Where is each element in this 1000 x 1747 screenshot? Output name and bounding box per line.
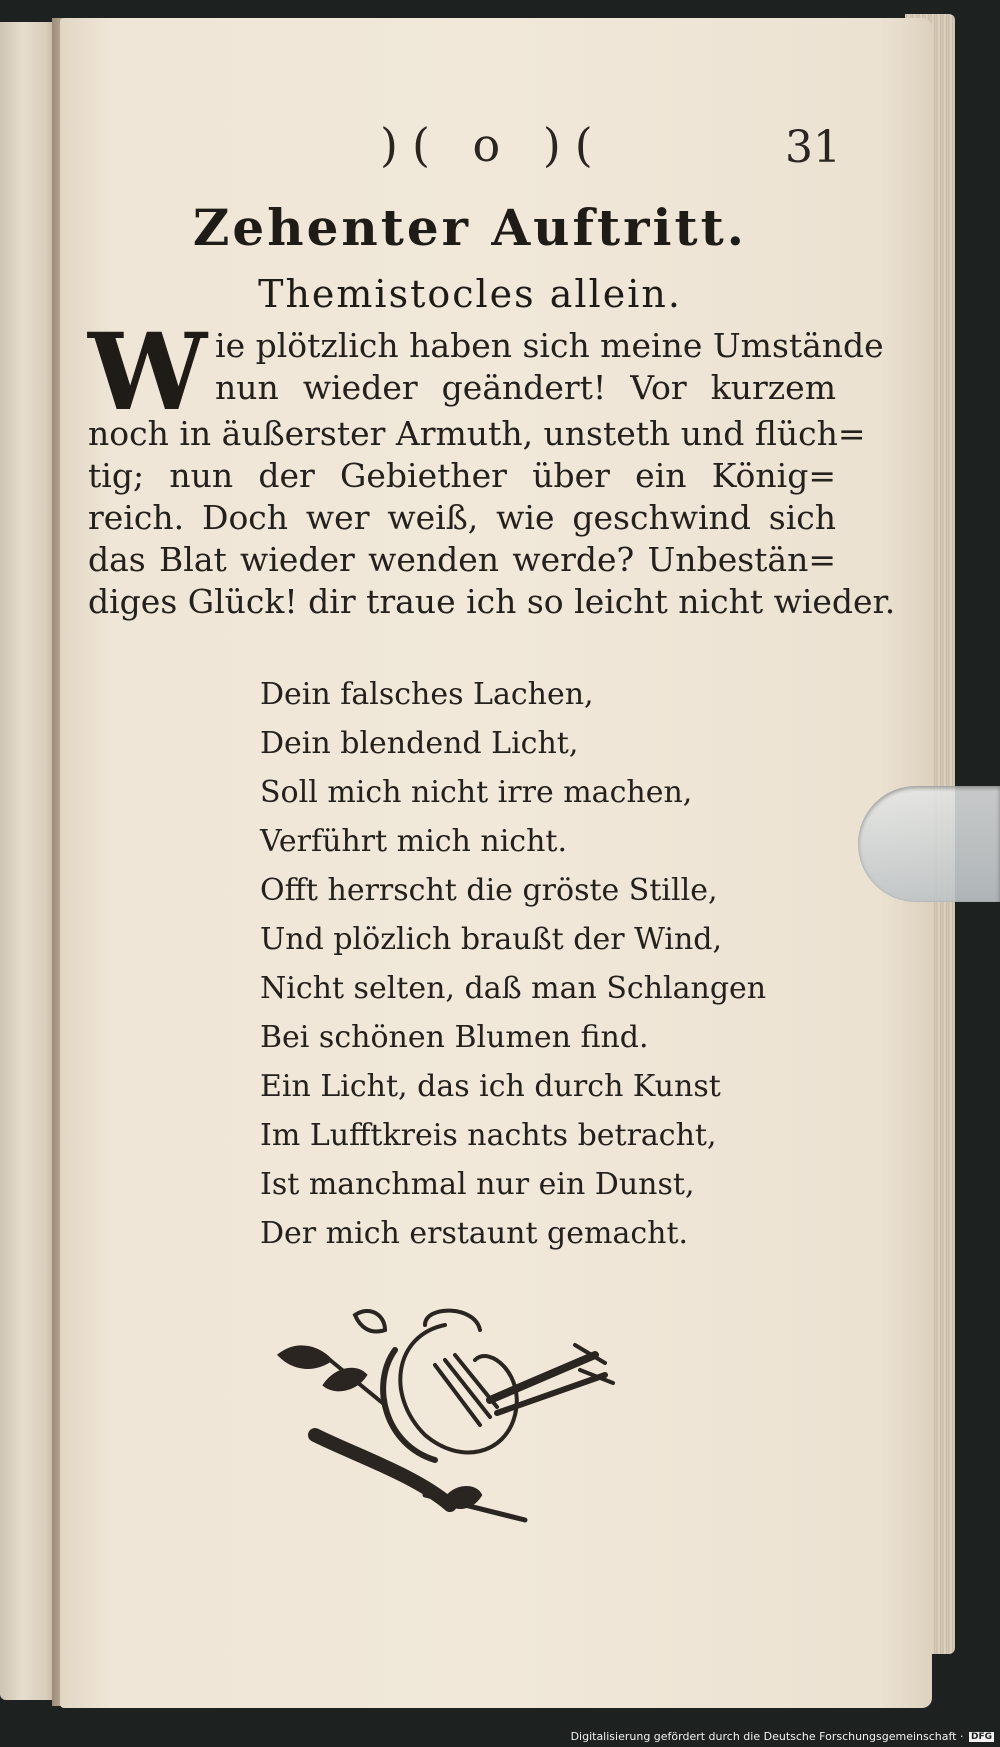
verse-line: Offt herrscht die gröste Stille, [260,873,718,908]
verse-line: Dein falsches Lachen, [260,677,594,712]
footer-text: Digitalisierung gefördert durch die Deutsche Forschungsgemeinschaft · [570,1730,964,1743]
prose-line: ie plötzlich haben sich meine Umstände [215,326,884,365]
verse-line: Im Lufftkreis nachts betracht, [260,1118,717,1153]
scene-subtitle: Themistocles allein. [258,272,682,316]
verse-line: Bei schönen Blumen find. [260,1020,649,1055]
dfg-logo-icon: DFG [970,1732,992,1742]
prose-line: reich. Doch wer weiß, wie geschwind sich [88,498,836,537]
prose-line: nun wieder geändert! Vor kurzem [215,368,836,407]
verse-block [260,670,820,1258]
prose-line: diges Glück! dir traue ich so leicht nicht wieder. [88,582,896,621]
verse-line: Dein blendend Licht, [260,726,579,761]
page-clip [858,786,1000,902]
verse-line: Der mich erstaunt gemacht. [260,1216,689,1251]
running-head: )( o )( [380,118,607,172]
page-number: 31 [785,122,841,173]
lyre-vignette-icon [275,1305,630,1530]
drop-cap: W [88,309,208,434]
prose-paragraph [88,309,896,623]
verse-line: Ein Licht, das ich durch Kunst [260,1069,721,1104]
verse-line: Soll mich nicht irre machen, [260,775,693,810]
prose-line: das Blat wieder wenden werde? Unbestän= [88,540,836,579]
prose-line: noch in äußerster Armuth, unsteth und flüch= [88,414,866,453]
verse-line: Nicht selten, daß man Schlangen [260,971,767,1006]
prose-line: tig; nun der Gebiether über ein König= [88,456,836,495]
digitization-credit [571,1730,994,1743]
verse-line: Verführt mich nicht. [260,824,568,859]
verse-line: Ist manchmal nur ein Dunst, [260,1167,695,1202]
scene-title: Zehenter Auftritt. [192,198,748,257]
verse-line: Und plözlich braußt der Wind, [260,922,723,957]
